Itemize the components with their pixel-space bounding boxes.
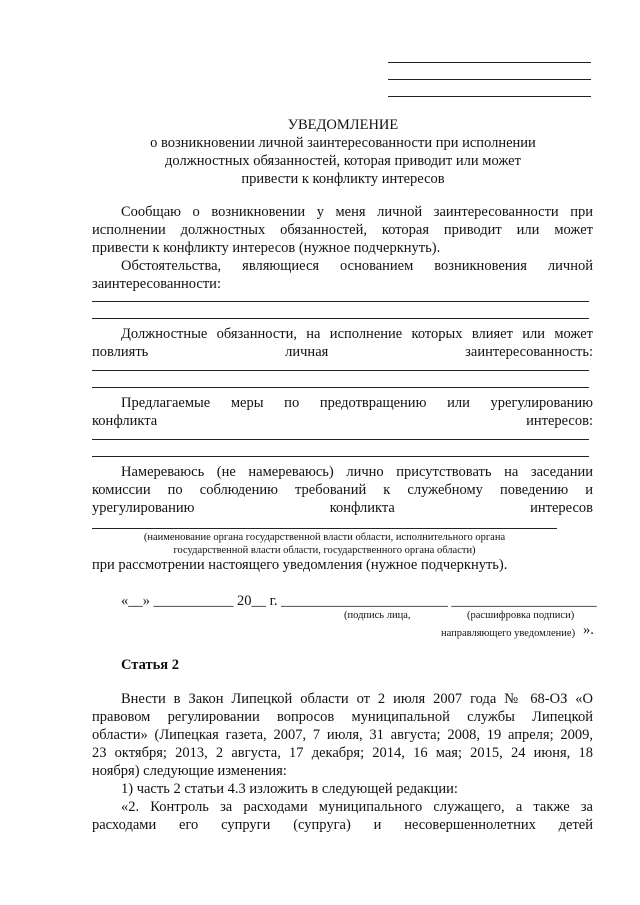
- paragraph-line: Предлагаемые меры по предотвращению или урегулированию: [121, 395, 593, 411]
- notice-subtitle-line: привести к конфликту интересов: [241, 171, 445, 187]
- organ-fill-line: [92, 528, 557, 529]
- organ-note-line: (наименование органа государственной власти области, исполнительного органа: [143, 532, 506, 543]
- decode-caption: (расшифровка подписи): [467, 610, 575, 621]
- fill-line: [92, 439, 589, 440]
- addressee-line-1: [388, 62, 591, 63]
- paragraph-line: Обстоятельства, являющиеся основанием возникновения личной: [121, 258, 593, 274]
- paragraph-line: конфликта интересов:: [92, 413, 593, 429]
- paragraph-line: повлиять личная заинтересованность:: [92, 344, 593, 360]
- article-line: области» (Липецкая газета, 2007, 7 июля, 31 августа; 2008, 19 апреля; 2009,: [92, 727, 593, 743]
- article-line: 23 октября; 2013, 2 августа, 17 декабря; 2014, 16 мая; 2015, 24 июня, 18: [92, 745, 593, 761]
- paragraph-line: привести к конфликту интересов (нужное подчеркнуть).: [92, 240, 441, 256]
- article-line: Внести в Закон Липецкой области от 2 июля 2007 года № 68-ОЗ «О: [121, 691, 593, 707]
- fill-line: [92, 387, 589, 388]
- article-line: 1) часть 2 статьи 4.3 изложить в следующей редакции:: [121, 781, 458, 797]
- paragraph-line: Сообщаю о возникновении у меня личной заинтересованности при: [121, 204, 593, 220]
- paragraph-line: Должностные обязанности, на исполнение которых влияет или может: [121, 326, 593, 342]
- notice-title: УВЕДОМЛЕНИЕ: [287, 117, 399, 133]
- fill-line: [92, 318, 589, 319]
- paragraph-line: при рассмотрении настоящего уведомления (нужное подчеркнуть).: [92, 557, 508, 573]
- fill-line: [92, 301, 589, 302]
- organ-note-line: государственной власти области, государственного органа области): [173, 545, 476, 556]
- notice-subtitle-line: о возникновении личной заинтересованности при исполнении: [150, 135, 536, 151]
- addressee-line-2: [388, 79, 591, 80]
- paragraph-line: комиссии по соблюдению требований к служебному поведению и: [92, 482, 593, 498]
- article-line: «2. Контроль за расходами муниципального служащего, а также за: [121, 799, 593, 815]
- date-signature-line: «__» ___________ 20__ г. _______________________ ____________________: [121, 593, 597, 609]
- closing-quote: ».: [583, 622, 594, 638]
- article-line: ноября) следующие изменения:: [92, 763, 287, 779]
- addressee-line-3: [388, 96, 591, 97]
- paragraph-line: исполнении должностных обязанностей, которая приводит или может: [92, 222, 593, 238]
- paragraph-line: Намереваюсь (не намереваюсь) лично присутствовать на заседании: [121, 464, 593, 480]
- fill-line: [92, 456, 589, 457]
- paragraph-line: урегулированию конфликта интересов: [92, 500, 593, 516]
- signature-caption: (подпись лица,: [344, 610, 411, 621]
- article-line: правовом регулировании вопросов муниципальной службы Липецкой: [92, 709, 593, 725]
- article-line: расходами его супруги (супруга) и несовершеннолетних детей: [92, 817, 593, 833]
- article-heading: Статья 2: [121, 657, 179, 673]
- paragraph-line: заинтересованности:: [92, 276, 221, 292]
- notice-subtitle-line: должностных обязанностей, которая приводит или может: [165, 153, 521, 169]
- sender-caption: направляющего уведомление): [441, 628, 576, 639]
- fill-line: [92, 370, 589, 371]
